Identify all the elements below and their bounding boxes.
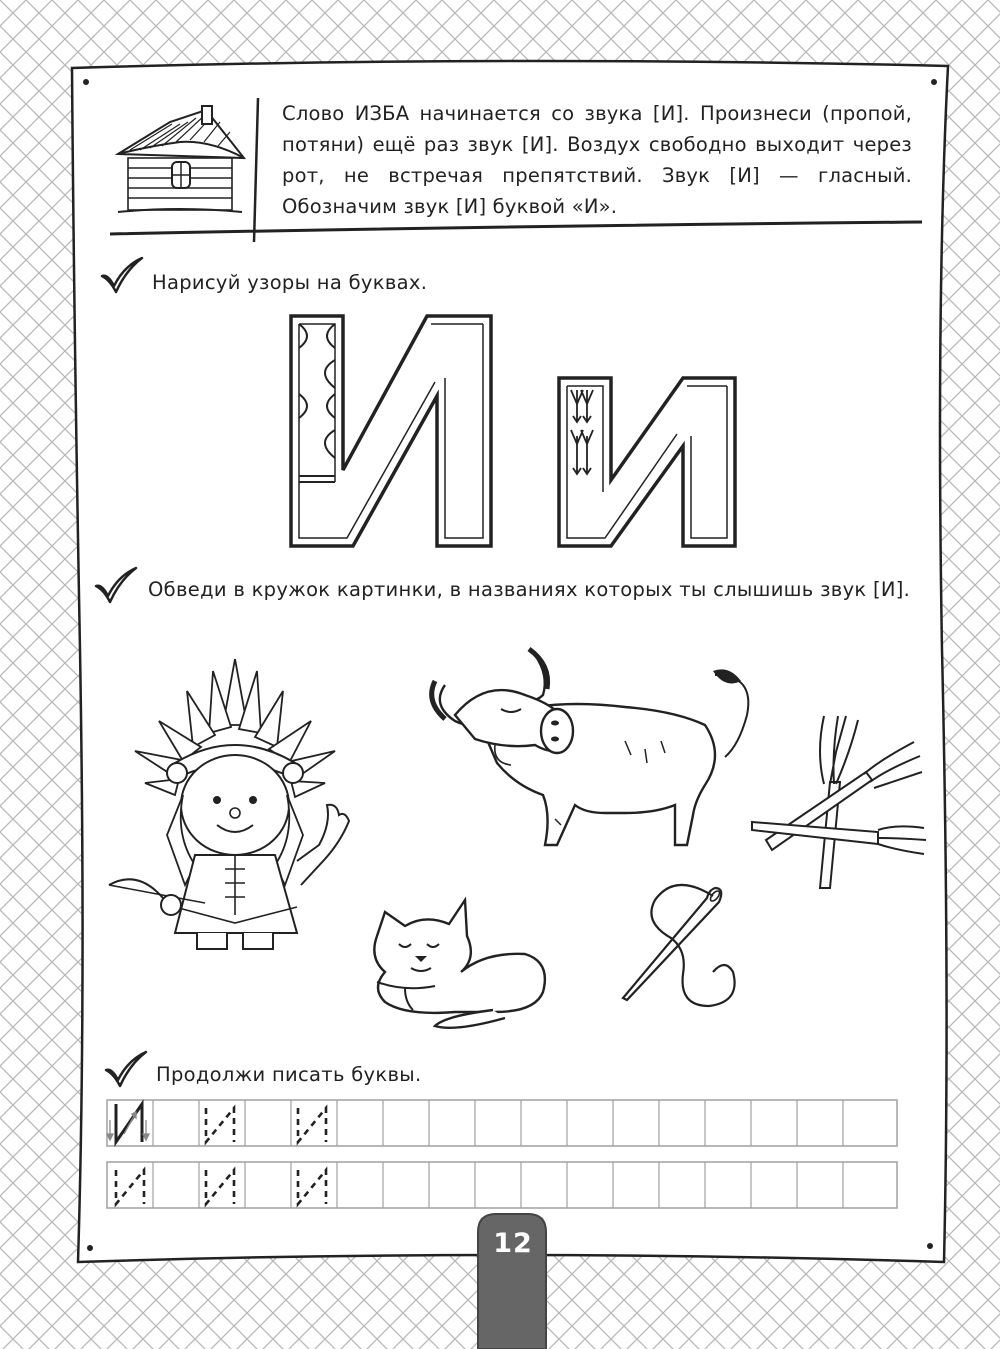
cat-illustration xyxy=(365,892,555,1042)
checkmark-icon xyxy=(98,256,146,296)
task-circle-pictures: Обведи в кружок картинки, в названиях которых ты слышишь звук [И]. xyxy=(148,578,911,601)
page-number: 12 xyxy=(493,1228,533,1259)
intro-paragraph: Слово ИЗБА начинается со звука [И]. Произнеси (пропой, потяни) ещё раз звук [И]. Воздух свободно выходит через рот, не встречая препятствий. Звук [И] — гласный. Обозначим звук [И] буквой «И». xyxy=(282,102,912,218)
needle-and-thread-illustration xyxy=(615,882,760,1012)
checkmark-icon xyxy=(92,566,140,606)
letter-outline-uppercase-and-lowercase xyxy=(285,310,745,555)
bull-illustration xyxy=(425,645,765,870)
task-draw-patterns: Нарисуй узоры на буквах. xyxy=(152,271,428,294)
letter-writing-grid xyxy=(106,1098,900,1213)
forks-illustration xyxy=(746,712,930,892)
checkmark-icon xyxy=(102,1050,150,1090)
indian-boy-illustration xyxy=(105,655,355,955)
task-continue-writing: Продолжи писать буквы. xyxy=(156,1063,422,1086)
log-hut-illustration xyxy=(110,102,250,220)
